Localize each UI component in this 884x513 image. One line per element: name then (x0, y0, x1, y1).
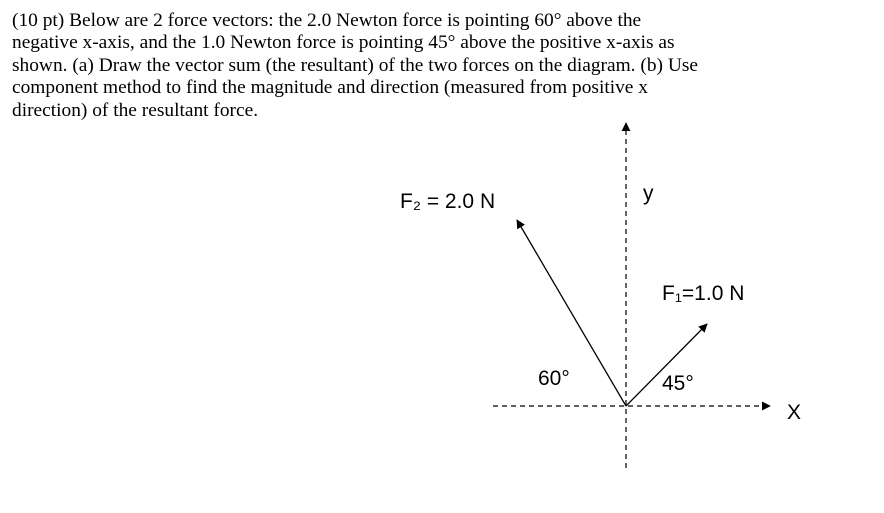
problem-line-2: negative x-axis, and the 1.0 Newton force is pointing 45° above the positive x-axis as (12, 32, 675, 54)
problem-line-5: direction) of the resultant force. (12, 99, 259, 121)
problem-line-1: (10 pt) Below are 2 force vectors: the 2.0 Newton force is pointing 60° above the (12, 10, 642, 31)
f1-label: F₁=1.0 N (662, 282, 745, 305)
x-axis-label: X (787, 401, 802, 424)
angle-f2-label: 60° (538, 367, 570, 390)
f2-label: F₂ = 2.0 N (400, 190, 496, 213)
angle-f1-label: 45° (662, 372, 694, 395)
y-axis-label: y (643, 182, 654, 205)
problem-line-3: shown. (a) Draw the vector sum (the resultant) of the two forces on the diagram. (b) Use (12, 54, 698, 76)
f2-vector (517, 220, 626, 406)
problem-line-4: component method to find the magnitude and direction (measured from positive x (12, 77, 648, 99)
